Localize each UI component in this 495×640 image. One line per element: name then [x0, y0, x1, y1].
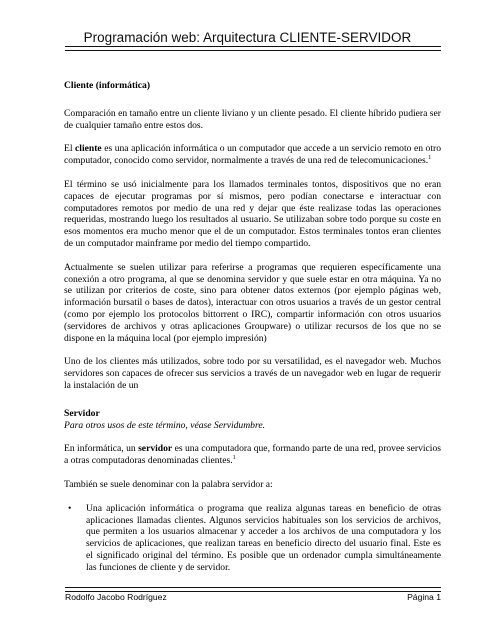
paragraph: Actualmente se suelen utilizar para referirse a programas que requieren específicamente una conexión a otro programa, al que se denomina servidor y que suele estar en otra máquina. Ya no se utilizan por criterios de coste, sino para obtener datos externos (por ejemplo páginas web, información bursatil o bases de datos), interactuar con otros usuarios a través de un gestor central (como por ejemplo los protocolos bittorrent o IRC), compartir información con otros usuarios (servidores de archivos y otras aplicaciones Groupware) o utilizar recursos de los que no se dispone en la máquina local (por ejemplo impresión): [64, 261, 441, 344]
paragraph: El término se usó inicialmente para los llamados terminales tontos, dispositivos que no eran capaces de ejecutar programas por sí mismos, pero podían conectarse e interactuar con computadores remotos por medio de una red y dejar que éste realizase todas las operaciones requeridas, mostrando luego los resultados al usuario. Se utilizaban sobre todo porque su coste en esos momentos era mucho menor que el de un computador. Estos terminales tontos eran clientes de un computador mainframe por medio del tiempo compartido.: [64, 178, 441, 249]
footnote-ref[interactable]: 1: [428, 155, 432, 161]
paragraph: Comparación en tamaño entre un cliente liviano y un cliente pesado. El cliente híbrido pudiera ser de cualquier tamaño entre estos dos.: [64, 107, 441, 131]
bold-term: cliente: [75, 143, 102, 155]
text: es una computadora que, formando parte de una red, provee servicios a otras computadoras denominadas clientes.: [64, 443, 442, 467]
list-item-text: Una aplicación informática o programa que realiza algunas tareas en beneficio de otras aplicaciones llamadas clientes. Algunos servicios habituales son los servicios de archivos, que permiten a los usuarios almacenar y acceder a los archivos de una computadora y los servicios de aplicaciones, que realizan tareas en beneficio directo del usuario final. Este es el significado original del término. Es posible que un ordenador cumpla simultáneamente las funciones de cliente y de servidor.: [86, 502, 441, 573]
disambiguation-note: Para otros usos de este término, véase Servidumbre.: [64, 419, 265, 431]
bullet-icon: •: [68, 502, 72, 514]
footer-author: Rodolfo Jacobo Rodríguez: [65, 592, 167, 602]
paragraph-servidor-definition: [64, 443, 441, 467]
section-heading-cliente: Cliente (informática): [64, 80, 151, 91]
paragraph-cliente-definition: [64, 143, 441, 167]
bullet-list: [64, 503, 441, 574]
page-footer: [65, 592, 441, 602]
page-header-title: Programación web: Arquitectura CLIENTE-SERVIDOR: [83, 30, 412, 45]
section-heading-servidor: Servidor: [64, 407, 100, 419]
header-rule: [65, 46, 441, 51]
bold-term: servidor: [138, 443, 173, 455]
text: es una aplicación informática o un computador que accede a un servicio remoto en otro computador, conocido como servidor, normalmente a través de una red de telecomunicaciones.: [64, 143, 441, 167]
list-item: [64, 503, 441, 574]
text: El: [64, 143, 76, 155]
footnote-ref[interactable]: 1: [232, 454, 236, 461]
paragraph: Uno de los clientes más utilizados, sobre todo por su versatilidad, es el navegador web. Muchos servidores son capaces de ofrecer sus servicios a través de un navegador web en lugar de requerir la instalación de un: [64, 356, 441, 391]
paragraph: También se suele denominar con la palabra servidor a:: [64, 478, 273, 490]
text: En informática, un: [64, 443, 139, 455]
page-number: Página 1: [407, 592, 441, 602]
document-body: [64, 80, 441, 574]
